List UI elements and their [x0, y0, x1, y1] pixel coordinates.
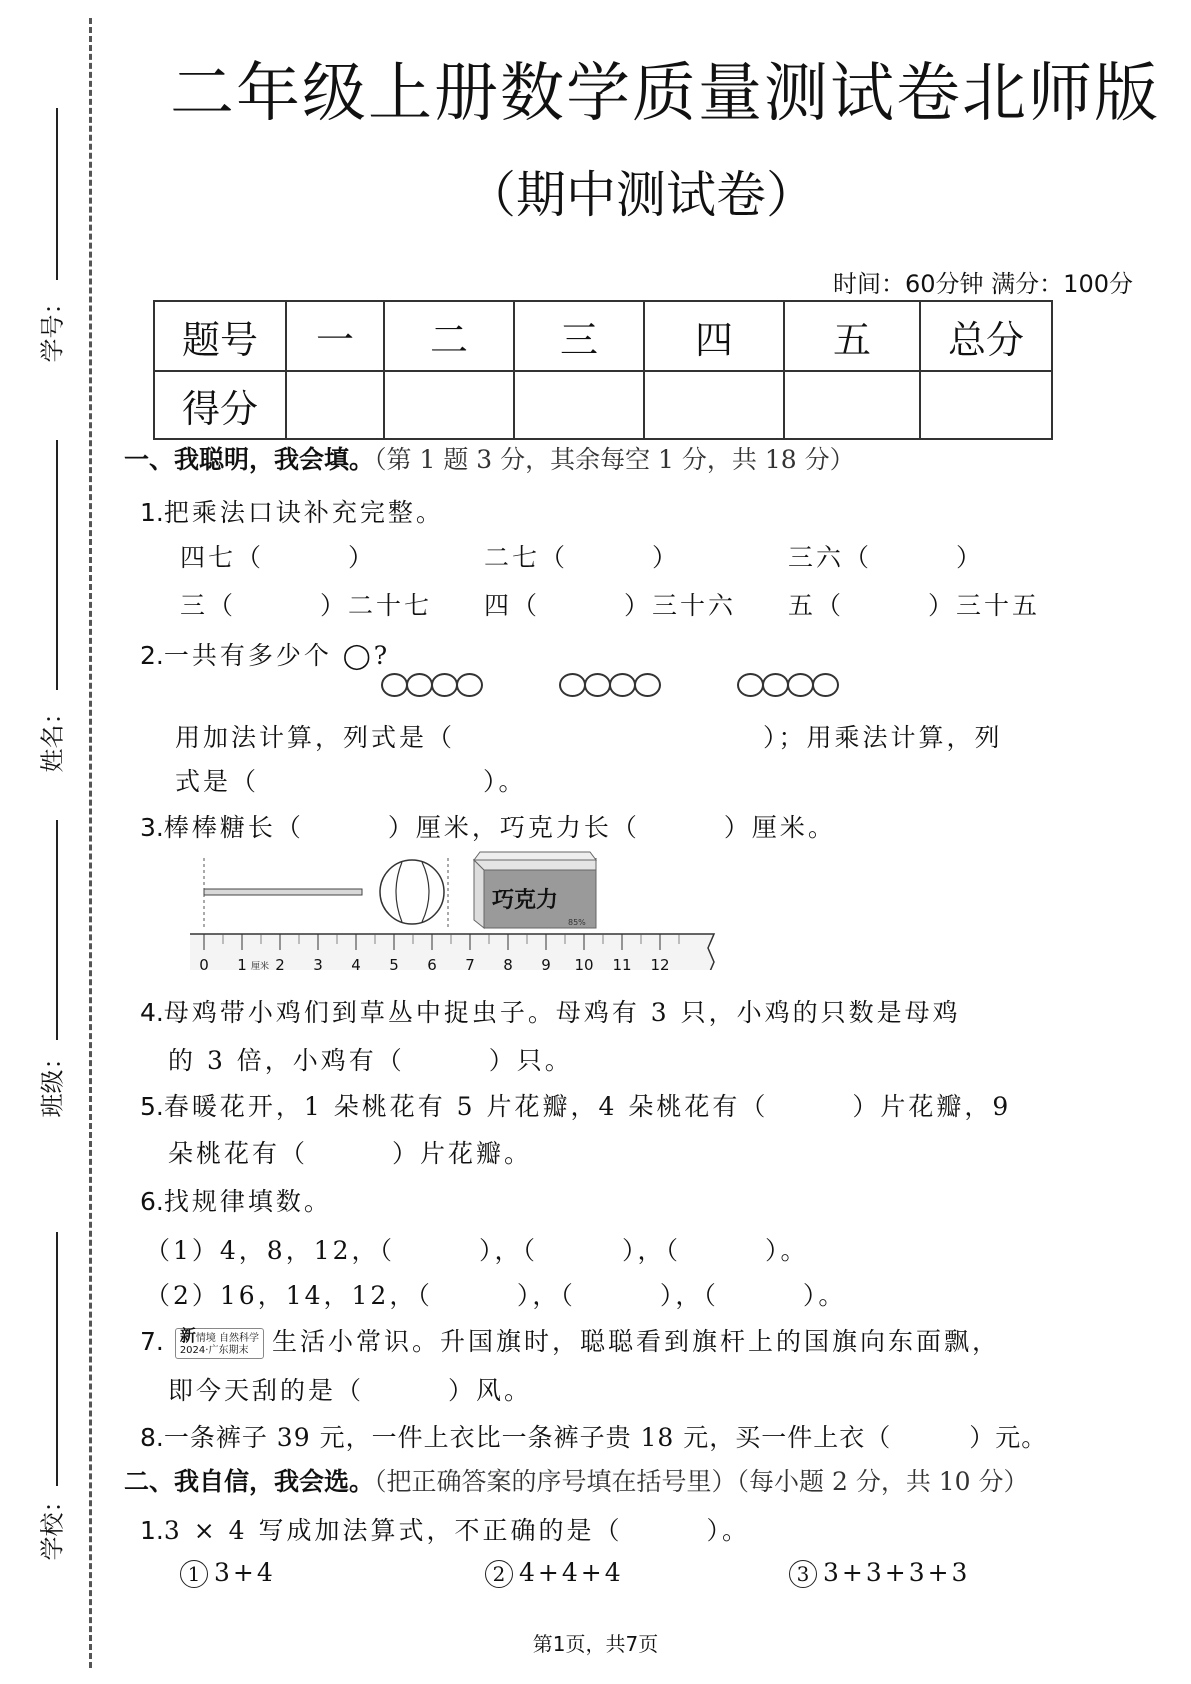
page-title: 二年级上册数学质量测试卷北师版 [170, 57, 1160, 131]
option-marker: 3 [789, 1560, 817, 1588]
section-1-header [124, 440, 855, 476]
q6-text: 找规律填数。 [163, 1187, 332, 1216]
q8-line[interactable] [140, 1418, 1047, 1454]
q7-line1 [140, 1322, 1000, 1359]
q1-number: 1. [140, 498, 164, 527]
q1-item[interactable]: 二七（ ） [484, 543, 681, 572]
cut-line [89, 18, 92, 1668]
circle-group [737, 673, 837, 697]
col-header: 三 [514, 301, 644, 371]
col-header: 五 [784, 301, 920, 371]
student-id-line[interactable] [56, 108, 58, 280]
q2-line1[interactable]: 用加法计算，列式是（ ）；用乘法计算，列 [175, 723, 1003, 752]
circle-icon [584, 673, 611, 697]
option-2[interactable]: 2 4+4+4 [485, 1558, 624, 1588]
q2-number: 2. [140, 641, 164, 670]
col-header: 一 [286, 301, 384, 371]
q6-sub2[interactable]: （2）16，14，12，（ ），（ ），（ ）。 [145, 1281, 847, 1310]
q1-item[interactable]: 四（ ）三十六 [484, 591, 737, 620]
circle-icon [787, 673, 814, 697]
name-label: 姓名： [38, 700, 67, 773]
circle-group [381, 673, 481, 697]
svg-text:11: 11 [612, 956, 632, 970]
circle-icon [812, 673, 839, 697]
q5-line1[interactable] [140, 1087, 1011, 1123]
svg-text:2: 2 [275, 956, 285, 970]
q3-number: 3. [140, 813, 164, 842]
q1-item[interactable]: 四七（ ） [180, 543, 377, 572]
q5-text: 春暖花开，1 朵桃花有 5 片花瓣，4 朵桃花有（ ）片花瓣，9 [163, 1092, 1012, 1121]
q1-item[interactable]: 三（ ）二十七 [180, 591, 433, 620]
svg-text:9: 9 [541, 956, 551, 970]
col-header: 四 [644, 301, 784, 371]
row-header-question: 题号 [154, 301, 286, 371]
chocolate-label: 巧克力 [492, 888, 559, 913]
q1-item[interactable]: 三六（ ） [788, 543, 985, 572]
row-header-score: 得分 [154, 371, 286, 439]
s2-q1-text: 3 × 4 写成加法算式，不正确的是（ ）。 [163, 1516, 750, 1545]
q3-text: 棒棒糖长（ ）厘米，巧克力长（ ）厘米。 [163, 813, 836, 842]
section-2-note: （把正确答案的序号填在括号里）（每小题 2 分，共 10 分） [374, 1467, 1029, 1496]
context-badge: 新情境 自然科学 2024·广东期末 [175, 1328, 264, 1359]
page-footer: 第1页，共7页 [532, 1632, 659, 1656]
q8-text: 一条裤子 39 元，一件上衣比一条裤子贵 18 元，买一件上衣（ ）元。 [163, 1423, 1048, 1452]
option-marker: 1 [180, 1560, 208, 1588]
svg-text:8: 8 [503, 956, 513, 970]
circle-icon [737, 673, 764, 697]
exam-meta: 时间：60分钟 满分：100分 [833, 270, 1133, 298]
s2-q1-prompt[interactable] [140, 1511, 750, 1547]
q4-number: 4. [140, 998, 164, 1027]
q8-number: 8. [140, 1423, 164, 1452]
col-header: 二 [384, 301, 514, 371]
q6-sub1[interactable]: （1）4，8，12，（ ），（ ），（ ）。 [145, 1236, 809, 1265]
page-subtitle: （期中测试卷） [466, 166, 816, 224]
section-1-title: 一、我聪明，我会填。 [124, 445, 375, 474]
q5-line2[interactable]: 朵桃花有（ ）片花瓣。 [168, 1139, 533, 1168]
q5-number: 5. [140, 1092, 164, 1121]
svg-text:厘米: 厘米 [250, 962, 270, 970]
circle-icon [634, 673, 661, 697]
svg-text:3: 3 [313, 956, 323, 970]
q2-text: 一共有多少个 ◯? [163, 641, 391, 670]
score-cell[interactable] [920, 371, 1052, 439]
score-cell[interactable] [286, 371, 384, 439]
class-label: 班级： [38, 1045, 67, 1118]
option-marker: 2 [485, 1560, 513, 1588]
svg-text:85%: 85% [568, 918, 586, 927]
circle-icon [406, 673, 433, 697]
q6-prompt [140, 1182, 332, 1218]
svg-text:4: 4 [351, 956, 361, 970]
circle-group [559, 673, 659, 697]
q7-text: 生活小常识。升国旗时，聪聪看到旗杆上的国旗向东面飘， [272, 1327, 1001, 1356]
circle-icon [381, 673, 408, 697]
score-cell[interactable] [514, 371, 644, 439]
student-id-label: 学号： [38, 290, 67, 363]
circle-icon [762, 673, 789, 697]
q2-line2[interactable]: 式是（ ）。 [175, 767, 527, 796]
school-label: 学校： [38, 1488, 67, 1561]
svg-text:5: 5 [389, 956, 399, 970]
q2-prompt [140, 636, 390, 672]
q1-prompt [140, 493, 444, 529]
circle-icon [559, 673, 586, 697]
circle-icon [431, 673, 458, 697]
score-cell[interactable] [784, 371, 920, 439]
circle-icon [456, 673, 483, 697]
option-3[interactable]: 3 3+3+3+3 [789, 1558, 970, 1588]
section-2-title: 二、我自信，我会选。 [124, 1467, 375, 1496]
class-line[interactable] [56, 820, 58, 1040]
q4-line2[interactable]: 的 3 倍，小鸡有（ ）只。 [168, 1046, 573, 1075]
score-table [153, 300, 1053, 440]
s2-q1-number: 1. [140, 1516, 164, 1545]
q7-line2[interactable]: 即今天刮的是（ ）风。 [168, 1376, 533, 1405]
svg-text:6: 6 [427, 956, 437, 970]
school-line[interactable] [56, 1232, 58, 1486]
q6-number: 6. [140, 1187, 164, 1216]
svg-text:10: 10 [574, 956, 594, 970]
score-cell[interactable] [384, 371, 514, 439]
section-1-note: （第 1 题 3 分，其余每空 1 分，共 18 分） [374, 445, 855, 474]
q1-item[interactable]: 五（ ）三十五 [788, 591, 1041, 620]
q7-number: 7. [140, 1327, 164, 1356]
svg-text:12: 12 [650, 956, 670, 970]
circle-icon [609, 673, 636, 697]
q3-prompt[interactable] [140, 808, 836, 844]
svg-text:7: 7 [465, 956, 475, 970]
q4-line1 [140, 993, 961, 1029]
score-cell[interactable] [644, 371, 784, 439]
ruler-figure [190, 850, 760, 970]
svg-text:1: 1 [237, 956, 247, 970]
svg-text:0: 0 [199, 956, 209, 970]
col-header: 总分 [920, 301, 1052, 371]
q1-text: 把乘法口诀补充完整。 [163, 498, 444, 527]
q4-text: 母鸡带小鸡们到草丛中捉虫子。母鸡有 3 只，小鸡的只数是母鸡 [163, 998, 961, 1027]
name-line[interactable] [56, 440, 58, 690]
section-2-header [124, 1462, 1029, 1498]
option-1[interactable]: 1 3+4 [180, 1558, 276, 1588]
